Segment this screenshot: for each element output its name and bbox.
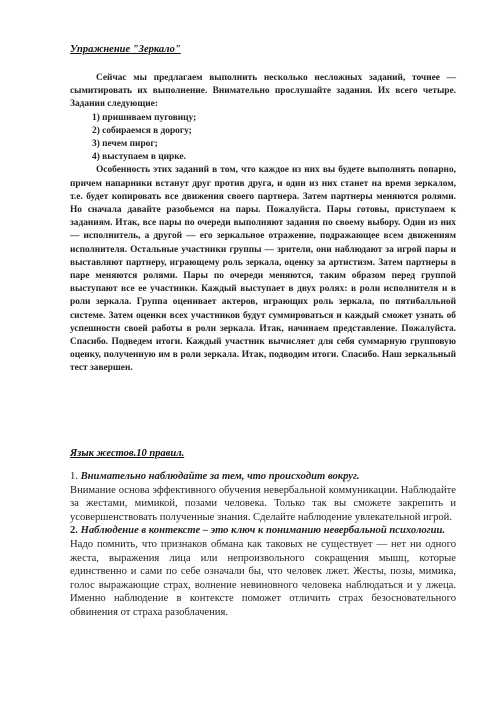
gestures-section xyxy=(70,470,456,620)
rule-number: 1. xyxy=(70,471,78,482)
rule-heading-text: Наблюдение в контексте – это ключ к пониманию невербальной психологии. xyxy=(80,525,446,537)
task-item: 2) собираемся в дорогу; xyxy=(92,125,192,136)
exercise-body: Особенность этих заданий в том, что каждое из них вы будете выполнять попарно, причем напарники встанут друг против друга, и один из них станет на время зеркалом, т.е. будет копировать все движения своего партнера. Затем партнеры меняются ролями. Но сначала давайте разобьемся на пары. Пожалуйста. Пары готовы, приступаем к заданиям. Итак, все пары по очереди выполняют задания по своему выбору. Один из них — исполнитель, а другой — его зеркальное отражение, подражающее всем движениям исполнителя. Остальные участники группы — зрители, они наблюдают за игрой пары и выставляют партнеру, играющему роль зеркала, оценку за артистизм. Затем партнеры в паре меняются ролями. Пары по очереди меняются, таким образом перед группой выступают все ее участники. Каждый выступает в двух ролях: в роли исполнителя и в роли зеркала. Группа оценивает актеров, играющих роль зеркала, по пятибалльной системе. Затем оценки всех участников будут суммироваться и каждый сможет узнать об успешности своей работы в роли зеркала. Итак, начинаем представление. Пожалуйста. Спасибо. Подведем итоги. Каждый участник вычисляет для себя суммарную групповую оценку, полученную им в роли зеркала. Итак, подводим итоги. Спасибо. Наш зеркальный тест завершен. xyxy=(70,165,456,374)
rule-text: Надо помнить, что признаков обмана как таковых не существует — нет ни одного жеста, выражения лица или непроизвольного сокращения мышц, которые единственно и сами по себе означали бы, что человек лжет. Жесты, позы, мимика, голос выражающие страх, волнение невиновного человека наблюдаться и у лжеца. Именно наблюдение в контексте поможет отличить страх безосновательного обвинения от страха разоблачения. xyxy=(70,538,456,618)
task-item: 4) выступаем в цирке. xyxy=(92,152,186,163)
exercise-intro: Сейчас мы предлагаем выполнить несколько несложных заданий, точнее — сымитировать их выполнение. Внимательно прослушайте задания. Их всего четыре. Задания следующие: xyxy=(70,73,456,110)
rule-heading xyxy=(70,524,456,538)
task-list xyxy=(70,112,456,165)
rule-heading xyxy=(70,470,456,484)
gestures-title: Язык жестов.10 правил. xyxy=(70,448,185,459)
rule-text: Внимание основа эффективного обучения невербальной коммуникации. Наблюдайте за жестами, мимикой, позами человека. Только так вы сможете закрепить и усовершенствовать полученные знания. Сделайте наблюдение увлекательной игрой. xyxy=(70,484,456,523)
exercise-section xyxy=(70,72,456,376)
rule-heading-text: Внимательно наблюдайте за тем, что происходит вокруг. xyxy=(80,471,360,482)
rule-number: 2. xyxy=(70,525,78,537)
exercise-title: Упражнение "Зеркало" xyxy=(70,44,181,55)
task-item: 1) пришиваем пуговицу; xyxy=(92,112,197,123)
task-item: 3) печем пирог; xyxy=(92,139,158,150)
